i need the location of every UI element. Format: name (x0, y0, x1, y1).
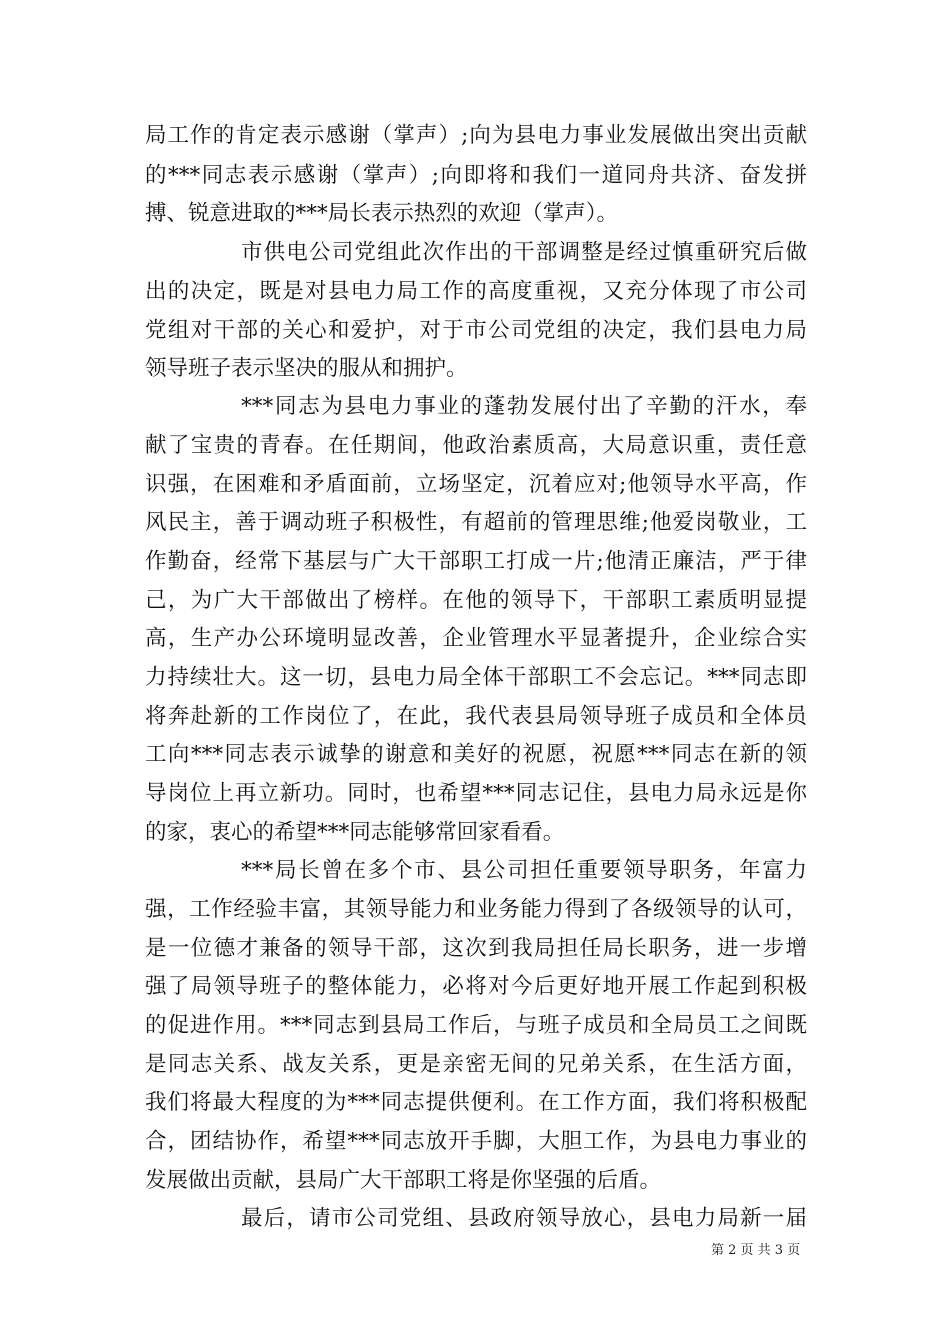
text-line: 出的决定，既是对县电力局工作的高度重视，又充分体现了市公司 (145, 279, 807, 304)
text-line: 己，为广大干部做出了榜样。在他的领导下，干部职工素质明显提 (145, 588, 807, 613)
text-line: 将奔赴新的工作岗位了，在此，我代表县局领导班子成员和全体员 (145, 704, 807, 729)
text-line: 识强，在困难和矛盾面前，立场坚定，沉着应对;他领导水平高，作 (145, 472, 807, 497)
text-line: 是一位德才兼备的领导干部，这次到我局担任局长职务，进一步增 (145, 936, 807, 961)
text-line: 献了宝贵的青春。在任期间，他政治素质高，大局意识重，责任意 (145, 433, 807, 458)
text-line: 力持续壮大。这一切，县电力局全体干部职工不会忘记。***同志即 (145, 665, 807, 690)
text-line: 作勤奋，经常下基层与广大干部职工打成一片;他清正廉洁，严于律 (145, 549, 807, 574)
text-line: 搏、锐意进取的***局长表示热烈的欢迎（掌声）。 (145, 201, 619, 226)
text-line: 风民主，善于调动班子积极性，有超前的管理思维;他爱岗敬业，工 (145, 510, 807, 535)
text-line: 我们将最大程度的为***同志提供便利。在工作方面，我们将积极配 (145, 1090, 807, 1115)
text-line: 领导班子表示坚决的服从和拥护。 (145, 356, 468, 381)
text-line: 高，生产办公环境明显改善，企业管理水平显著提升，企业综合实 (145, 626, 807, 651)
text-line: 是同志关系、战友关系，更是亲密无间的兄弟关系，在生活方面， (145, 1052, 807, 1077)
text-line: ***局长曾在多个市、县公司担任重要领导职务，年富力 (241, 858, 807, 883)
text-line: 最后，请市公司党组、县政府领导放心，县电力局新一届 (241, 1206, 807, 1231)
text-line: 合，团结协作，希望***同志放开手脚，大胆工作，为县电力事业的 (145, 1129, 807, 1154)
text-line: 党组对干部的关心和爱护，对于市公司党组的决定，我们县电力局 (145, 318, 807, 343)
text-line: 工向***同志表示诚挚的谢意和美好的祝愿，祝愿***同志在新的领 (145, 742, 807, 767)
text-line: 强了局领导班子的整体能力，必将对今后更好地开展工作起到积极 (145, 974, 807, 999)
text-line: 市供电公司党组此次作出的干部调整是经过慎重研究后做 (241, 240, 807, 265)
text-line: 局工作的肯定表示感谢（掌声）;向为县电力事业发展做出突出贡献 (145, 123, 807, 148)
text-line: 的***同志表示感谢（掌声）;向即将和我们一道同舟共济、奋发拼 (145, 163, 807, 188)
text-line: 强，工作经验丰富，其领导能力和业务能力得到了各级领导的认可， (145, 897, 807, 922)
text-line: 的家，衷心的希望***同志能够常回家看看。 (145, 820, 565, 845)
text-line: ***同志为县电力事业的蓬勃发展付出了辛勤的汗水，奉 (241, 394, 807, 419)
text-line: 导岗位上再立新功。同时，也希望***同志记住，县电力局永远是你 (145, 781, 807, 806)
text-line: 的促进作用。***同志到县局工作后，与班子成员和全局员工之间既 (145, 1013, 807, 1038)
page-number-footer: 第 2 页 共 3 页 (711, 1243, 801, 1258)
text-line: 发展做出贡献，县局广大干部职工将是你坚强的后盾。 (145, 1168, 662, 1193)
